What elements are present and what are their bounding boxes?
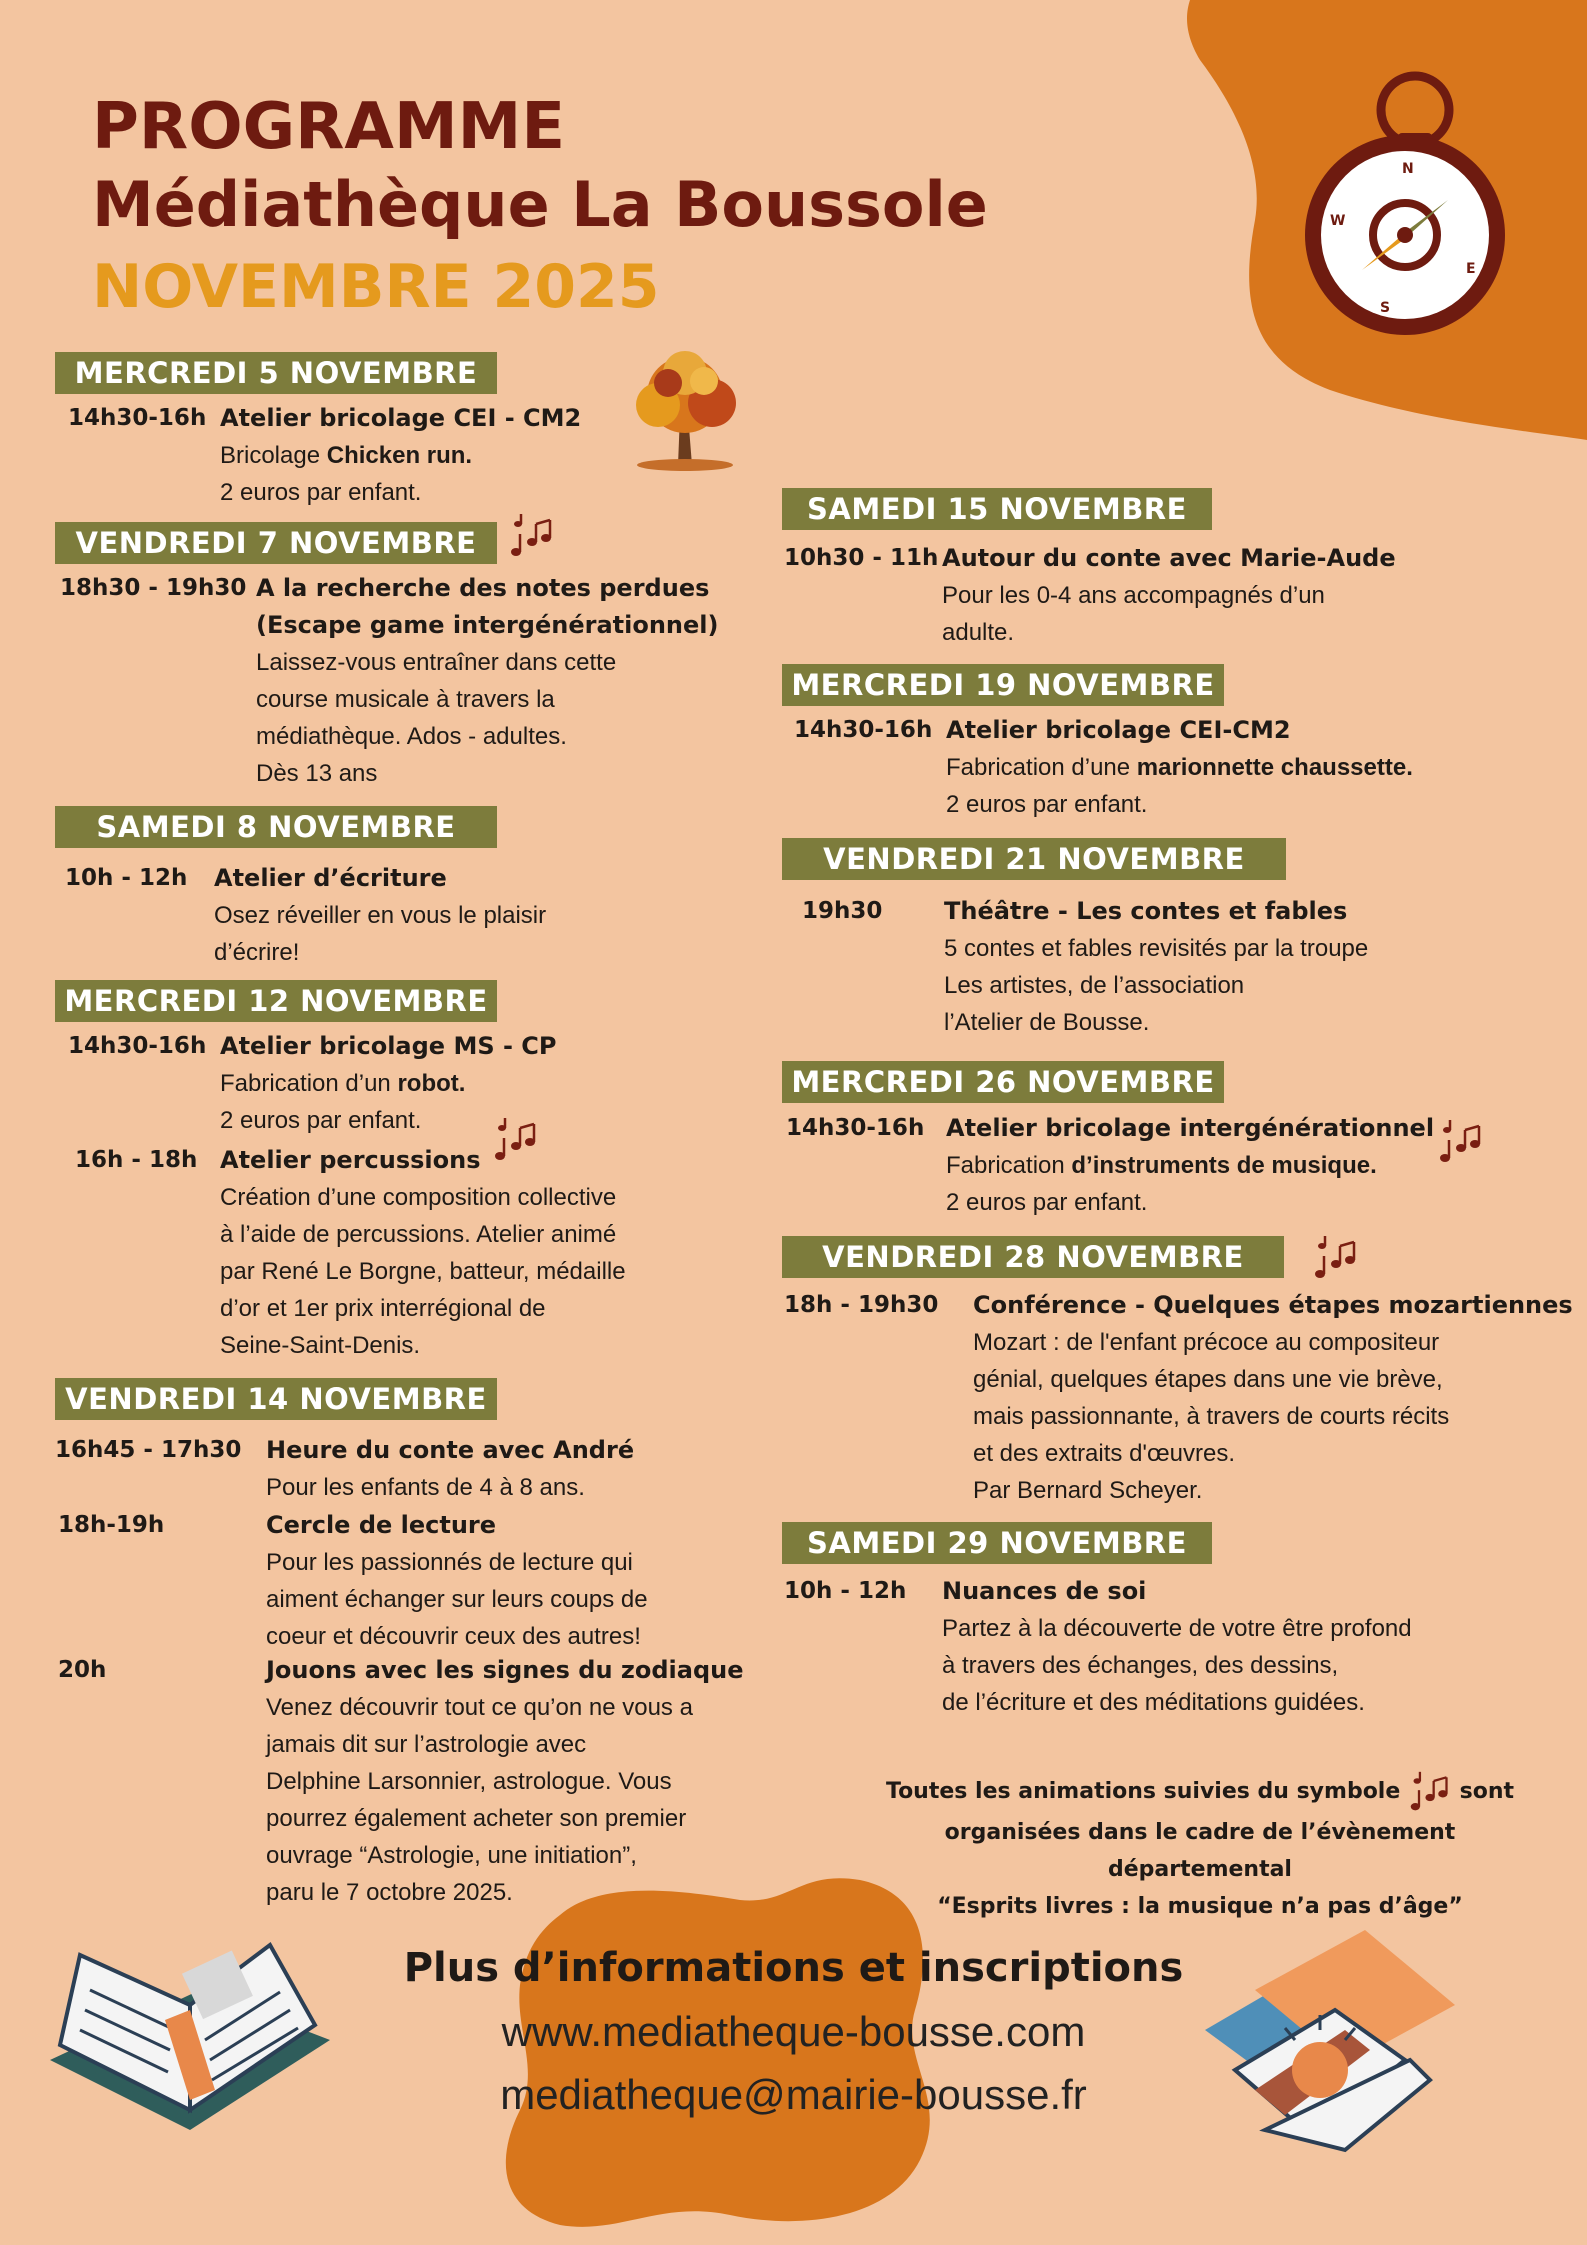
event-desc-line: pourrez également acheter son premier	[266, 1805, 687, 1832]
event-desc-line: Bricolage Chicken run.	[220, 442, 473, 469]
event-desc-line: Dès 13 ans	[256, 760, 378, 787]
event-desc-line: Osez réveiller en vous le plaisir	[214, 902, 547, 929]
event-details	[942, 540, 1396, 651]
event-desc-line: ouvrage “Astrologie, une initiation”,	[266, 1842, 637, 1869]
event-desc-line: par René Le Borgne, batteur, médaille	[220, 1258, 626, 1285]
event-title: Cercle de lecture	[266, 1511, 497, 1539]
event-time: 14h30-16h	[68, 1033, 207, 1059]
event-desc-line: Fabrication d’une marionnette chaussette.	[946, 754, 1413, 781]
event-highlight: marionnette chaussette.	[1136, 754, 1413, 781]
day-header-19-nov: MERCREDI 19 NOVEMBRE	[782, 664, 1224, 706]
event-time: 20h	[58, 1657, 107, 1683]
event-desc-line: de l’écriture et des méditations guidées.	[942, 1689, 1365, 1716]
event-details	[946, 712, 1413, 823]
event-time: 14h30-16h	[786, 1115, 925, 1141]
event-highlight: Chicken run.	[326, 442, 473, 469]
event-time: 18h30 - 19h30	[60, 575, 247, 601]
event-desc-line: Laissez-vous entraîner dans cette	[256, 649, 617, 676]
event-desc-line: Pour les passionnés de lecture qui	[266, 1549, 633, 1576]
event-desc-line: Par Bernard Scheyer.	[973, 1477, 1203, 1504]
event-desc-line: d’or et 1er prix interrégional de	[220, 1295, 546, 1322]
event-details	[973, 1287, 1573, 1509]
event-desc-line: paru le 7 octobre 2025.	[266, 1879, 513, 1906]
event-desc-line: 5 contes et fables revisités par la troupe	[944, 935, 1369, 962]
music-notes-icon	[1312, 1234, 1360, 1282]
event-desc-line: Seine-Saint-Denis.	[220, 1332, 421, 1359]
event-title: Atelier bricolage intergénérationnel	[946, 1114, 1435, 1142]
event-title: Autour du conte avec Marie-Aude	[942, 544, 1396, 572]
event-desc-line: génial, quelques étapes dans une vie brève,	[973, 1366, 1443, 1393]
note-line: “Esprits livres : la musique n’a pas d’âge”	[937, 1894, 1463, 1919]
day-header-7-nov: VENDREDI 7 NOVEMBRE	[55, 522, 497, 564]
event-title: Heure du conte avec André	[266, 1436, 635, 1464]
event-time: 10h - 12h	[65, 865, 188, 891]
event-title: Jouons avec les signes du zodiaque	[266, 1656, 744, 1684]
compass-n: N	[1402, 161, 1414, 177]
event-details	[942, 1573, 1412, 1721]
music-notes-icon	[1408, 1770, 1452, 1814]
event-desc-line: adulte.	[942, 619, 1015, 646]
month-title: NOVEMBRE 2025	[92, 252, 660, 322]
event-desc-line: Venez découvrir tout ce qu’on ne vous a	[266, 1694, 693, 1721]
event-desc-line: Delphine Larsonnier, astrologue. Vous	[266, 1768, 672, 1795]
event-title: Théâtre - Les contes et fables	[944, 897, 1348, 925]
event-desc-line: Création d’une composition collective	[220, 1184, 617, 1211]
day-header-29-nov: SAMEDI 29 NOVEMBRE	[782, 1522, 1212, 1564]
event-time: 18h - 19h30	[784, 1292, 939, 1318]
music-symbol-note	[860, 1770, 1540, 1925]
day-header-14-nov: VENDREDI 14 NOVEMBRE	[55, 1378, 497, 1420]
event-title: Atelier bricolage CEI-CM2	[946, 716, 1291, 744]
event-details	[266, 1432, 634, 1506]
event-title: Atelier d’écriture	[214, 864, 447, 892]
compass-icon	[1290, 65, 1520, 345]
event-details	[266, 1652, 743, 1911]
event-details	[946, 1110, 1434, 1221]
compass-e: E	[1466, 261, 1476, 277]
event-time: 16h - 18h	[75, 1147, 198, 1173]
music-notes-icon	[508, 512, 556, 560]
event-desc-line: Les artistes, de l’association	[944, 972, 1245, 999]
event-title: Conférence - Quelques étapes mozartiennes	[973, 1291, 1573, 1319]
day-header-5-nov: MERCREDI 5 NOVEMBRE	[55, 352, 497, 394]
compass-w: W	[1330, 213, 1346, 229]
event-desc-line: 2 euros par enfant.	[220, 1107, 422, 1134]
compass-s: S	[1380, 300, 1391, 316]
event-desc-line: Fabrication d’instruments de musique.	[946, 1152, 1377, 1179]
event-highlight: d’instruments de musique.	[1071, 1152, 1377, 1179]
event-title: Atelier bricolage CEI - CM2	[220, 404, 582, 432]
event-desc-line: Pour les 0-4 ans accompagnés d’un	[942, 582, 1325, 609]
event-desc-line: d’écrire!	[214, 939, 300, 966]
event-details	[256, 570, 718, 792]
event-time: 14h30-16h	[794, 717, 933, 743]
event-title: Nuances de soi	[942, 1577, 1147, 1605]
day-header-8-nov: SAMEDI 8 NOVEMBRE	[55, 806, 497, 848]
event-title: (Escape game intergénérationnel)	[256, 611, 719, 639]
event-desc-line: Mozart : de l'enfant précoce au compositeur	[973, 1329, 1440, 1356]
event-desc-line: 2 euros par enfant.	[220, 479, 422, 506]
event-desc-line: à l’aide de percussions. Atelier animé	[220, 1221, 617, 1248]
event-time: 19h30	[802, 898, 883, 924]
day-header-21-nov: VENDREDI 21 NOVEMBRE	[782, 838, 1286, 880]
event-desc-line: 2 euros par enfant.	[946, 1189, 1148, 1216]
page-title: PROGRAMME	[92, 90, 566, 164]
event-desc-line: aiment échanger sur leurs coups de	[266, 1586, 648, 1613]
event-details	[220, 1142, 626, 1364]
venue-title: Médiathèque La Boussole	[92, 168, 988, 241]
event-desc-line: l’Atelier de Bousse.	[944, 1009, 1150, 1036]
event-desc-line: jamais dit sur l’astrologie avec	[266, 1731, 587, 1758]
event-details	[214, 860, 546, 971]
event-desc-line: 2 euros par enfant.	[946, 791, 1148, 818]
event-desc-line: Fabrication d’un robot.	[220, 1070, 466, 1097]
event-desc-line: course musicale à travers la	[256, 686, 555, 713]
day-header-12-nov: MERCREDI 12 NOVEMBRE	[55, 980, 497, 1022]
event-desc-line: et des extraits d'œuvres.	[973, 1440, 1236, 1467]
note-line: organisées dans le cadre de l’évènement départemental	[944, 1820, 1456, 1882]
email-link[interactable]: mediatheque@mairie-bousse.fr	[500, 2071, 1087, 2118]
event-desc-line: mais passionnante, à travers de courts récits	[973, 1403, 1450, 1430]
event-title: Atelier bricolage MS - CP	[220, 1032, 557, 1060]
music-notes-icon	[1437, 1118, 1485, 1166]
event-time: 14h30-16h	[68, 405, 207, 431]
event-time: 16h45 - 17h30	[55, 1437, 242, 1463]
note-line: Toutes les animations suivies du symbole sont	[860, 1770, 1540, 1814]
event-desc-line: coeur et découvrir ceux des autres!	[266, 1623, 641, 1650]
event-time: 10h - 12h	[784, 1578, 907, 1604]
event-highlight: robot.	[397, 1070, 466, 1097]
day-header-26-nov: MERCREDI 26 NOVEMBRE	[782, 1061, 1224, 1103]
autumn-tree-icon	[620, 345, 750, 475]
event-desc-line: à travers des échanges, des dessins,	[942, 1652, 1339, 1679]
day-header-15-nov: SAMEDI 15 NOVEMBRE	[782, 488, 1212, 530]
website-link[interactable]: www.mediatheque-bousse.com	[501, 2008, 1086, 2055]
event-title: Atelier percussions	[220, 1146, 481, 1174]
event-details	[944, 893, 1368, 1041]
event-desc-line: médiathèque. Ados - adultes.	[256, 723, 567, 750]
day-header-28-nov: VENDREDI 28 NOVEMBRE	[782, 1236, 1284, 1278]
event-details	[220, 400, 581, 511]
event-time: 10h30 - 11h	[784, 545, 939, 571]
event-time: 18h-19h	[58, 1512, 165, 1538]
event-desc-line: Pour les enfants de 4 à 8 ans.	[266, 1474, 585, 1501]
event-title: A la recherche des notes perdues	[256, 574, 710, 602]
event-desc-line: Partez à la découverte de votre être profond	[942, 1615, 1412, 1642]
info-heading: Plus d’informations et inscriptions	[403, 1945, 1184, 1991]
event-details	[266, 1507, 648, 1655]
